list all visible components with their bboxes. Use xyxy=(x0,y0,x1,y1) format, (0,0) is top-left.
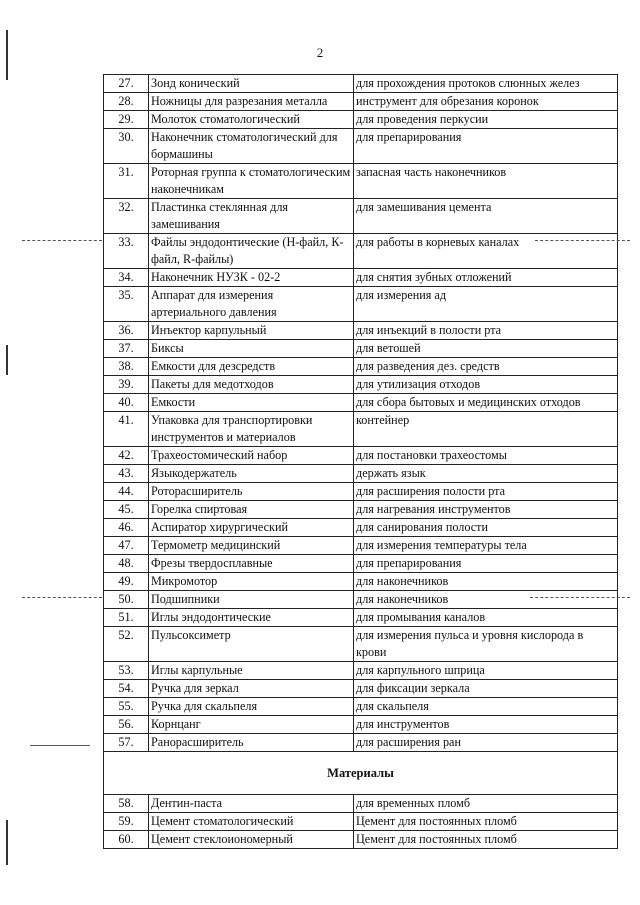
row-number: 32. xyxy=(104,199,149,234)
item-purpose: для фиксации зеркала xyxy=(354,680,618,698)
item-purpose: запасная часть наконечников xyxy=(354,164,618,199)
item-name: Файлы эндодонтические (Н-файл, К-файл, R-файлы) xyxy=(149,234,354,269)
item-purpose: для проведения перкусии xyxy=(354,111,618,129)
table-row xyxy=(104,716,618,734)
item-name: Термометр медицинский xyxy=(149,537,354,555)
item-purpose: держать язык xyxy=(354,465,618,483)
table-row xyxy=(104,501,618,519)
scan-artifact-line xyxy=(535,240,630,241)
item-purpose: для утилизация отходов xyxy=(354,376,618,394)
item-name: Молоток стоматологический xyxy=(149,111,354,129)
row-number: 47. xyxy=(104,537,149,555)
table-row xyxy=(104,831,618,849)
item-name: Аспиратор хирургический xyxy=(149,519,354,537)
item-name: Цемент стоматологический xyxy=(149,813,354,831)
item-name: Биксы xyxy=(149,340,354,358)
row-number: 33. xyxy=(104,234,149,269)
item-purpose: контейнер xyxy=(354,412,618,447)
scan-artifact-mark xyxy=(6,820,8,865)
item-purpose: для санирования полости xyxy=(354,519,618,537)
table-row xyxy=(104,269,618,287)
item-name: Корнцанг xyxy=(149,716,354,734)
scan-artifact-line xyxy=(530,597,630,598)
item-name: Горелка спиртовая xyxy=(149,501,354,519)
table-row xyxy=(104,129,618,164)
item-name: Наконечник НУЗК - 02-2 xyxy=(149,269,354,287)
item-name: Роторасширитель xyxy=(149,483,354,501)
table-row xyxy=(104,680,618,698)
item-purpose: для наконечников xyxy=(354,573,618,591)
row-number: 50. xyxy=(104,591,149,609)
item-purpose: для инструментов xyxy=(354,716,618,734)
item-name: Подшипники xyxy=(149,591,354,609)
item-purpose: для работы в корневых каналах xyxy=(354,234,618,269)
row-number: 45. xyxy=(104,501,149,519)
item-purpose: для прохождения протоков слюнных желез xyxy=(354,75,618,93)
table-row xyxy=(104,75,618,93)
item-purpose: для измерения температуры тела xyxy=(354,537,618,555)
table-row xyxy=(104,609,618,627)
scan-artifact-mark xyxy=(6,30,8,80)
table-row xyxy=(104,111,618,129)
row-number: 37. xyxy=(104,340,149,358)
row-number: 48. xyxy=(104,555,149,573)
row-number: 57. xyxy=(104,734,149,752)
row-number: 55. xyxy=(104,698,149,716)
item-purpose: Цемент для постоянных пломб xyxy=(354,831,618,849)
table-row xyxy=(104,199,618,234)
table-row xyxy=(104,412,618,447)
table-row xyxy=(104,465,618,483)
row-number: 49. xyxy=(104,573,149,591)
item-name: Трахеостомический набор xyxy=(149,447,354,465)
item-name: Пакеты для медотходов xyxy=(149,376,354,394)
section-title: Материалы xyxy=(104,752,618,795)
row-number: 35. xyxy=(104,287,149,322)
item-purpose: для промывания каналов xyxy=(354,609,618,627)
row-number: 38. xyxy=(104,358,149,376)
item-purpose: для ветошей xyxy=(354,340,618,358)
table-row xyxy=(104,340,618,358)
scan-artifact-line xyxy=(30,745,90,746)
table-row xyxy=(104,287,618,322)
row-number: 36. xyxy=(104,322,149,340)
item-name: Емкости xyxy=(149,394,354,412)
table-row xyxy=(104,662,618,680)
item-name: Ручка для скальпеля xyxy=(149,698,354,716)
table-row xyxy=(104,483,618,501)
item-purpose: для нагревания инструментов xyxy=(354,501,618,519)
table-row xyxy=(104,813,618,831)
scan-artifact-line xyxy=(22,597,102,598)
section-header-row xyxy=(104,752,618,795)
item-name: Ручка для зеркал xyxy=(149,680,354,698)
row-number: 31. xyxy=(104,164,149,199)
table-row xyxy=(104,627,618,662)
item-purpose: для замешивания цемента xyxy=(354,199,618,234)
item-name: Фрезы твердосплавные xyxy=(149,555,354,573)
materials-section xyxy=(104,752,618,795)
equipment-table xyxy=(103,74,618,849)
item-name: Цемент стеклоиономерный xyxy=(149,831,354,849)
item-purpose: для наконечников xyxy=(354,591,618,609)
table-row xyxy=(104,376,618,394)
table-row xyxy=(104,537,618,555)
item-purpose: для измерения пульса и уровня кислорода в крови xyxy=(354,627,618,662)
row-number: 29. xyxy=(104,111,149,129)
row-number: 41. xyxy=(104,412,149,447)
item-name: Емкости для дезсредств xyxy=(149,358,354,376)
item-purpose: для временных пломб xyxy=(354,795,618,813)
row-number: 44. xyxy=(104,483,149,501)
row-number: 28. xyxy=(104,93,149,111)
table-row xyxy=(104,519,618,537)
table-row xyxy=(104,164,618,199)
item-name: Иглы эндодонтические xyxy=(149,609,354,627)
item-name: Наконечник стоматологический для бормашины xyxy=(149,129,354,164)
item-name: Языкодержатель xyxy=(149,465,354,483)
row-number: 30. xyxy=(104,129,149,164)
table-row xyxy=(104,795,618,813)
item-purpose: для расширения ран xyxy=(354,734,618,752)
scan-artifact-line xyxy=(22,240,102,241)
table-row xyxy=(104,573,618,591)
item-purpose: Цемент для постоянных пломб xyxy=(354,813,618,831)
row-number: 51. xyxy=(104,609,149,627)
item-name: Пластинка стеклянная для замешивания xyxy=(149,199,354,234)
page-number: 2 xyxy=(316,45,324,60)
row-number: 34. xyxy=(104,269,149,287)
row-number: 40. xyxy=(104,394,149,412)
item-name: Ранорасширитель xyxy=(149,734,354,752)
row-number: 43. xyxy=(104,465,149,483)
row-number: 42. xyxy=(104,447,149,465)
row-number: 54. xyxy=(104,680,149,698)
table-row xyxy=(104,322,618,340)
row-number: 58. xyxy=(104,795,149,813)
item-name: Иглы карпульные xyxy=(149,662,354,680)
equipment-rows xyxy=(104,75,618,752)
table-row xyxy=(104,447,618,465)
item-name: Ножницы для разрезания металла xyxy=(149,93,354,111)
item-name: Упаковка для транспортировки инструментов и материалов xyxy=(149,412,354,447)
item-name: Пульсоксиметр xyxy=(149,627,354,662)
item-name: Микромотор xyxy=(149,573,354,591)
item-name: Зонд конический xyxy=(149,75,354,93)
table-row xyxy=(104,555,618,573)
item-purpose: для инъекций в полости рта xyxy=(354,322,618,340)
table-row xyxy=(104,93,618,111)
materials-rows xyxy=(104,795,618,849)
scan-artifact-mark xyxy=(6,345,8,375)
item-purpose: для постановки трахеостомы xyxy=(354,447,618,465)
table-row xyxy=(104,394,618,412)
row-number: 53. xyxy=(104,662,149,680)
item-purpose: инструмент для обрезания коронок xyxy=(354,93,618,111)
row-number: 56. xyxy=(104,716,149,734)
item-purpose: для препарирования xyxy=(354,129,618,164)
item-name: Инъектор карпульный xyxy=(149,322,354,340)
row-number: 59. xyxy=(104,813,149,831)
table-row xyxy=(104,698,618,716)
table-row xyxy=(104,734,618,752)
row-number: 60. xyxy=(104,831,149,849)
row-number: 39. xyxy=(104,376,149,394)
table-row xyxy=(104,358,618,376)
row-number: 52. xyxy=(104,627,149,662)
item-purpose: для скальпеля xyxy=(354,698,618,716)
item-purpose: для разведения дез. средств xyxy=(354,358,618,376)
item-name: Аппарат для измерения артериального давления xyxy=(149,287,354,322)
row-number: 46. xyxy=(104,519,149,537)
item-purpose: для препарирования xyxy=(354,555,618,573)
item-purpose: для карпульного шприца xyxy=(354,662,618,680)
item-purpose: для расширения полости рта xyxy=(354,483,618,501)
table-row xyxy=(104,591,618,609)
item-purpose: для сбора бытовых и медицинских отходов xyxy=(354,394,618,412)
item-name: Роторная группа к стоматологическим наконечникам xyxy=(149,164,354,199)
table-row xyxy=(104,234,618,269)
item-purpose: для измерения ад xyxy=(354,287,618,322)
item-purpose: для снятия зубных отложений xyxy=(354,269,618,287)
row-number: 27. xyxy=(104,75,149,93)
item-name: Дентин-паста xyxy=(149,795,354,813)
